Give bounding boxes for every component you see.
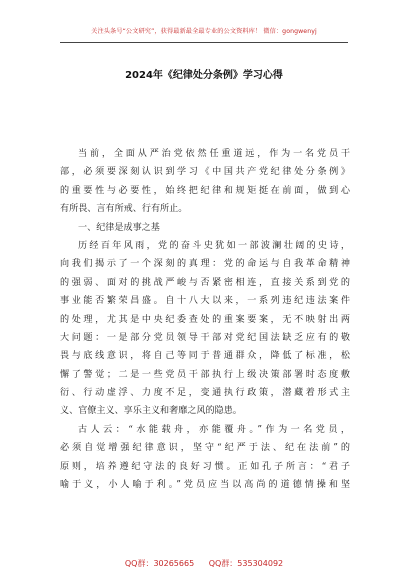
document-title: 2024年《纪律处分条例》学习心得	[125, 70, 283, 81]
body-line: 有所畏、言有所戒、行有所止。	[60, 204, 188, 215]
body-line: 畏与底线意识，将自己等同于普通群众，降低了标准，松	[60, 351, 350, 362]
footer-qq-group-2: QQ群：535304092	[208, 559, 284, 568]
footer-qq-group-1: QQ群：30265665	[124, 559, 195, 568]
document-body	[60, 145, 350, 494]
footer-contact	[0, 558, 408, 569]
body-line: 衍、行动虚浮、力度不足，变通执行政策，潜藏着形式主	[60, 388, 350, 399]
body-line: 的强弱、面对的挑战严峻与否紧密相连，直接关系到党的	[60, 277, 350, 288]
body-line: 向我们揭示了一个深刻的真理：党的命运与自我革命精神	[60, 259, 350, 270]
body-line: 部，必须要深刻认识到学习《中国共产党纪律处分条例》	[60, 167, 350, 178]
body-line: 原则，培养遵纪守法的良好习惯。正如孔子所言：“君子	[60, 461, 350, 472]
body-line: 懈了警觉；二是一些党员干部执行上级决策部署时态度敷	[60, 369, 350, 380]
header-divider	[60, 42, 348, 43]
body-line: 古人云：“水能载舟，亦能覆舟。”作为一名党员，	[78, 424, 350, 435]
body-line: 必须自觉增强纪律意识，坚守“纪严于法、纪在法前”的	[60, 443, 350, 454]
header-notice: 关注头条号“公文研究”，获得最新最全最专业的公文资料库！ 微信：gongwenyj	[91, 28, 317, 35]
body-line: 喻于义，小人喻于利。”党员应当以高尚的道德情操和坚	[60, 480, 350, 491]
body-line: 当前，全面从严治党依然任重道远，作为一名党员干	[78, 149, 350, 159]
body-line: 的重要性与必要性，始终把纪律和规矩挺在前面，做到心	[60, 185, 350, 196]
body-line: 事业能否繁荣昌盛。自十八大以来，一系列违纪违法案件	[60, 296, 350, 307]
body-line: 义、官僚主义、享乐主义和奢靡之风的隐患。	[60, 406, 242, 417]
section-heading: 一、纪律是成事之基	[78, 222, 160, 233]
body-line: 历经百年风雨，党的奋斗史犹如一部波澜壮阔的史诗，	[78, 240, 350, 251]
body-line: 的处理，尤其是中央纪委查处的重案要案，无不映射出两	[60, 314, 350, 325]
body-line: 大问题：一是部分党员领导干部对党纪国法缺乏应有的敬	[60, 332, 350, 343]
